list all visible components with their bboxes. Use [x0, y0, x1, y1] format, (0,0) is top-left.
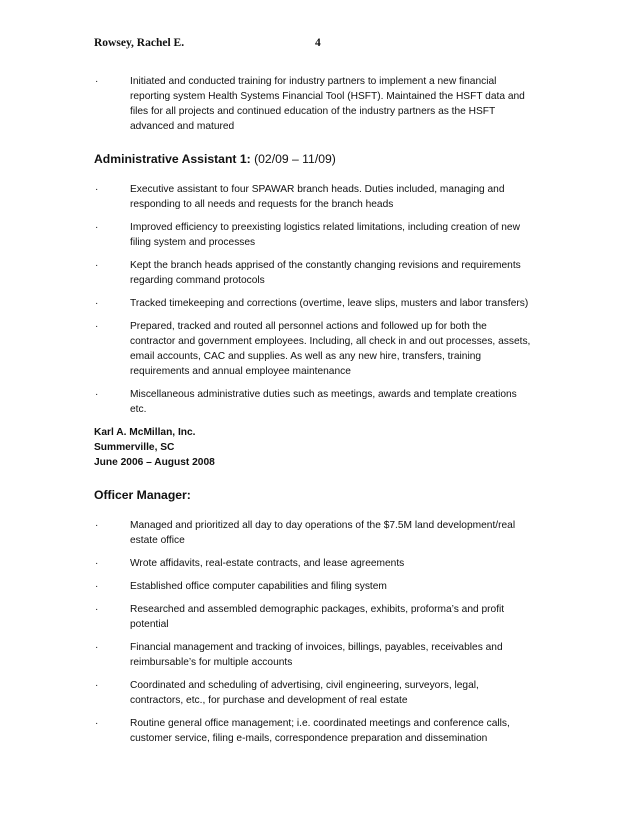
list-item [95, 74, 532, 134]
list-item [95, 319, 532, 379]
page-header [94, 37, 554, 53]
bullet-icon: · [95, 680, 99, 691]
bullet-icon: · [95, 76, 99, 87]
bullet-icon: · [95, 389, 99, 400]
bullet-icon: · [95, 604, 99, 615]
job-dates: (02/09 – 11/09) [250, 152, 336, 166]
list-item [95, 640, 532, 670]
bullet-icon: · [95, 184, 99, 195]
list-item [95, 556, 532, 571]
section2-bullets [0, 182, 638, 417]
job-title: Officer Manager: [94, 488, 191, 502]
bullet-icon: · [95, 581, 99, 592]
section-heading-admin-assistant [0, 151, 638, 168]
bullet-text: Executive assistant to four SPAWAR branch heads. Duties included, managing and responding to all needs and requests for the branch heads [130, 184, 505, 210]
section1-bullets [0, 74, 638, 134]
list-item [95, 716, 532, 746]
list-item [95, 182, 532, 212]
resume-content [0, 72, 638, 754]
page-number: 4 [315, 37, 321, 49]
bullet-icon: · [95, 718, 99, 729]
section-heading-office-manager [0, 487, 638, 504]
employer-dates: June 2006 – August 2008 [94, 457, 215, 468]
employer-location: Summerville, SC [94, 442, 175, 453]
bullet-icon: · [95, 321, 99, 332]
bullet-icon: · [95, 222, 99, 233]
bullet-text: Routine general office management; i.e. coordinated meetings and conference calls, customer service, filing e-mails, correspondence preparation and dissemination [130, 718, 510, 744]
list-item [95, 296, 532, 311]
list-item [95, 678, 532, 708]
employer-block [0, 425, 638, 470]
bullet-text: Financial management and tracking of invoices, billings, payables, receivables and reimbursable’s for multiple accounts [130, 642, 503, 668]
bullet-text: Established office computer capabilities and filing system [130, 581, 387, 592]
bullet-icon: · [95, 260, 99, 271]
bullet-text: Improved efficiency to preexisting logistics related limitations, including creation of new filing system and processes [130, 222, 520, 248]
list-item [95, 220, 532, 250]
bullet-text: Managed and prioritized all day to day operations of the $7.5M land development/real estate office [130, 520, 516, 546]
section3-bullets [0, 518, 638, 746]
employer-name: Karl A. McMillan, Inc. [94, 427, 196, 438]
bullet-text: Tracked timekeeping and corrections (overtime, leave slips, musters and labor transfers) [130, 298, 529, 309]
job-title: Administrative Assistant 1: [94, 152, 251, 166]
list-item [95, 602, 532, 632]
bullet-icon: · [95, 642, 99, 653]
header-name: Rowsey, Rachel E. [94, 37, 185, 49]
list-item [95, 258, 532, 288]
bullet-text: Miscellaneous administrative duties such as meetings, awards and template creations etc. [130, 389, 517, 415]
list-item [95, 579, 532, 594]
bullet-text: Prepared, tracked and routed all personnel actions and followed up for both the contractor and government employees. Including, all check in and out processes, assets, email accounts, CAC and supplies. As well as any new hire, transfers, training requirements and annual employee maintenance [130, 321, 531, 377]
bullet-icon: · [95, 298, 99, 309]
list-item [95, 387, 532, 417]
bullet-text: Researched and assembled demographic packages, exhibits, proforma’s and profit potential [130, 604, 505, 630]
bullet-text: Initiated and conducted training for industry partners to implement a new financial reporting system Health Systems Financial Tool (HSFT). Maintained the HSFT data and files for all projects and continued education of the industry partners as the HSFT advanced and matured [130, 76, 525, 132]
bullet-icon: · [95, 520, 99, 531]
list-item [95, 518, 532, 548]
bullet-text: Wrote affidavits, real-estate contracts, and lease agreements [130, 558, 405, 569]
bullet-icon: · [95, 558, 99, 569]
bullet-text: Kept the branch heads apprised of the constantly changing revisions and requirements regarding command protocols [130, 260, 521, 286]
bullet-text: Coordinated and scheduling of advertising, civil engineering, surveyors, legal, contractors, etc., for purchase and development of real estate [130, 680, 479, 706]
